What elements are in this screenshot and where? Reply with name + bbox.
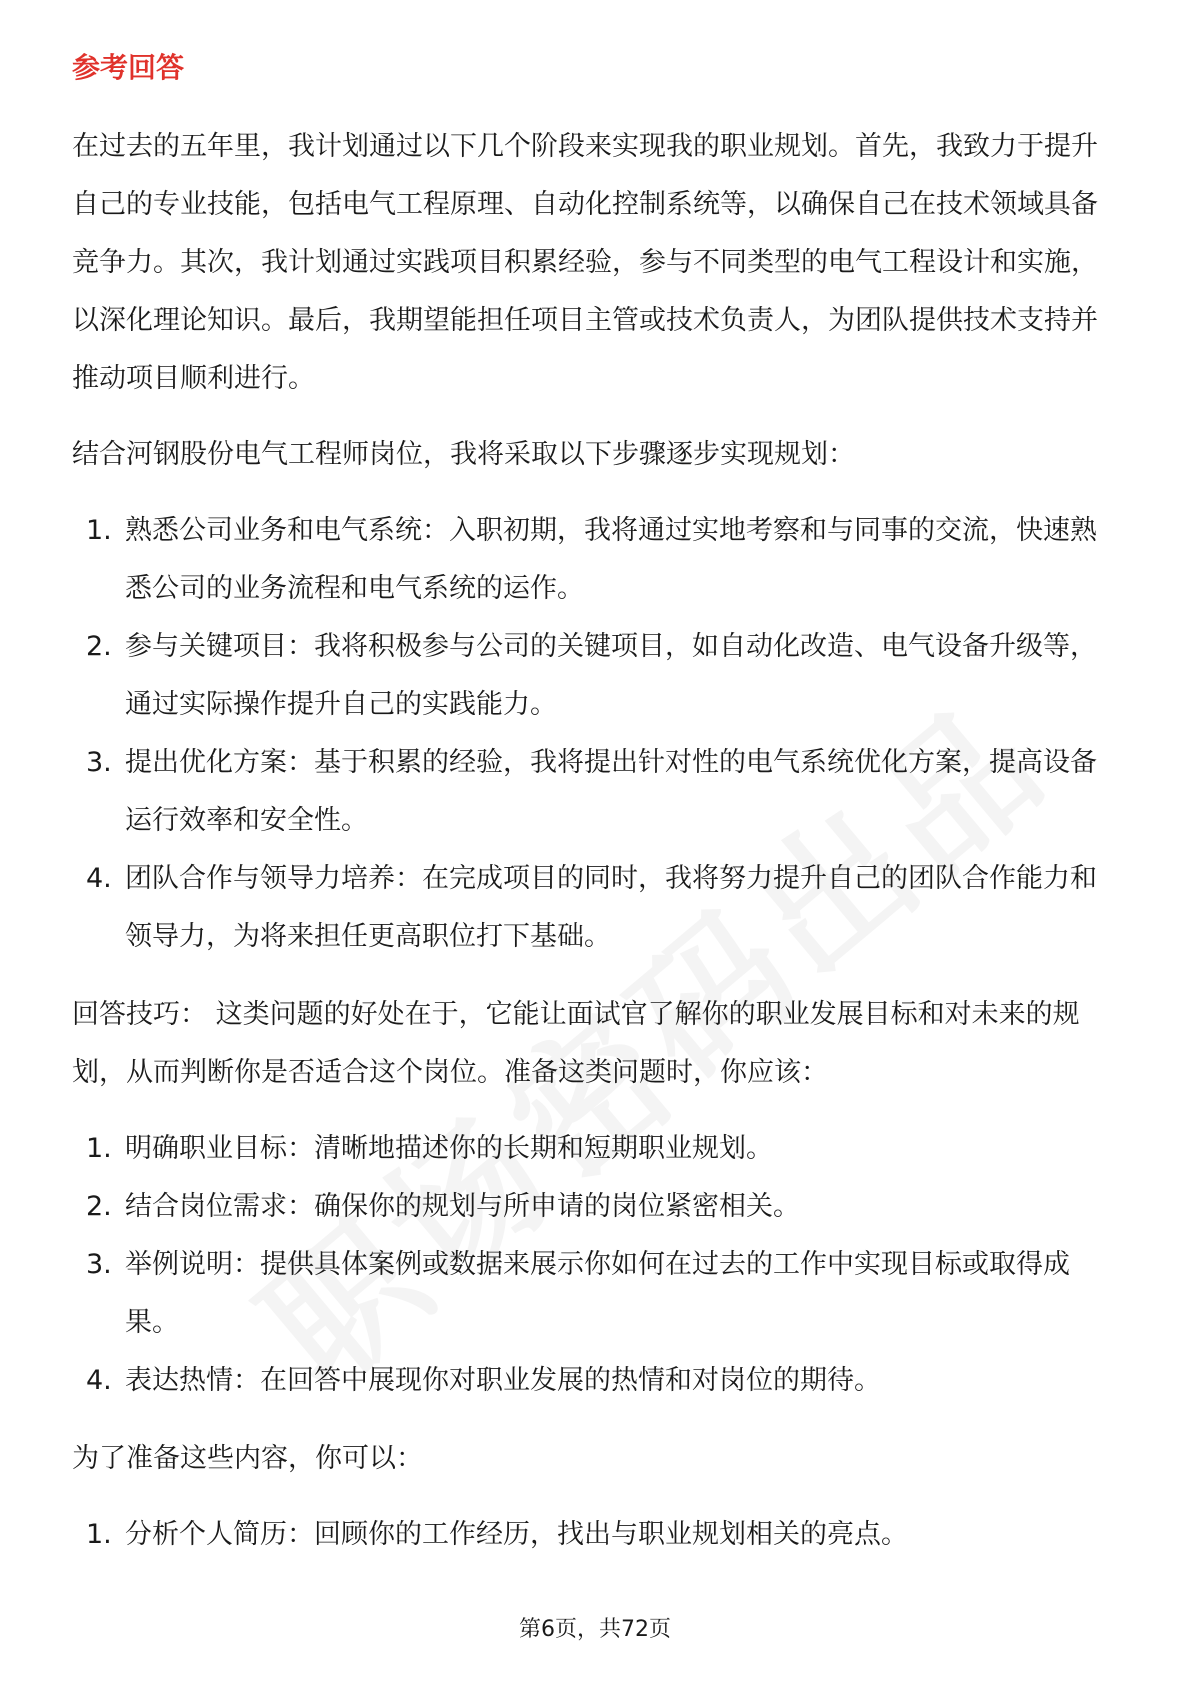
list-text: 举例说明：提供具体案例或数据来展示你如何在过去的工作中实现目标或取得成果。 (125, 1249, 1070, 1338)
prep-lead: 为了准备这些内容，你可以： (72, 1443, 423, 1474)
list-item (72, 502, 1122, 618)
list-text: 提出优化方案：基于积累的经验，我将提出针对性的电气系统优化方案，提高设备运行效率和安全性。 (125, 747, 1097, 836)
list-text: 表达热情：在回答中展现你对职业发展的热情和对岗位的期待。 (125, 1365, 881, 1396)
list-item (72, 850, 1122, 966)
list-item (72, 1178, 1122, 1236)
list-text: 明确职业目标：清晰地描述你的长期和短期职业规划。 (125, 1133, 773, 1164)
section-title: 参考回答 (72, 51, 185, 84)
list-number: 3. (86, 1249, 112, 1280)
tips-lead: 回答技巧： 这类问题的好处在于，它能让面试官了解你的职业发展目标和对未来的规划，从而判断你是否适合这个岗位。准备这类问题时，你应该： (72, 999, 1080, 1088)
list-item (72, 1352, 1122, 1410)
page-footer: 第6页，共72页 (519, 1617, 671, 1642)
list-text: 熟悉公司业务和电气系统：入职初期，我将通过实地考察和与同事的交流，快速熟悉公司的业务流程和电气系统的运作。 (125, 515, 1097, 604)
list-number: 1. (86, 515, 112, 546)
list-number: 2. (86, 631, 112, 662)
list-text: 分析个人简历：回顾你的工作经历，找出与职业规划相关的亮点。 (125, 1519, 908, 1550)
list-number: 3. (86, 747, 112, 778)
list-number: 2. (86, 1191, 112, 1222)
prep-steps-list (72, 1506, 1122, 1564)
plan-lead: 结合河钢股份电气工程师岗位，我将采取以下步骤逐步实现规划： (72, 439, 855, 470)
intro-paragraph: 在过去的五年里，我计划通过以下几个阶段来实现我的职业规划。首先，我致力于提升自己的专业技能，包括电气工程原理、自动化控制系统等，以确保自己在技术领域具备竞争力。其次，我计划通过实践项目积累经验，参与不同类型的电气工程设计和实施，以深化理论知识。最后，我期望能担任项目主管或技术负责人，为团队提供技术支持并推动项目顺利进行。 (72, 131, 1098, 394)
list-text: 结合岗位需求：确保你的规划与所申请的岗位紧密相关。 (125, 1191, 800, 1222)
list-item (72, 1120, 1122, 1178)
plan-steps-list (72, 502, 1122, 966)
list-item (72, 1236, 1122, 1352)
content (72, 48, 1122, 1584)
list-text: 参与关键项目：我将积极参与公司的关键项目，如自动化改造、电气设备升级等，通过实际操作提升自己的实践能力。 (125, 631, 1097, 720)
list-text: 团队合作与领导力培养：在完成项目的同时，我将努力提升自己的团队合作能力和领导力，为将来担任更高职位打下基础。 (125, 863, 1097, 952)
list-item (72, 618, 1122, 734)
list-number: 1. (86, 1519, 112, 1550)
list-item (72, 734, 1122, 850)
list-number: 4. (86, 863, 112, 894)
list-number: 1. (86, 1133, 112, 1164)
list-number: 4. (86, 1365, 112, 1396)
tips-steps-list (72, 1120, 1122, 1410)
list-item (72, 1506, 1122, 1564)
